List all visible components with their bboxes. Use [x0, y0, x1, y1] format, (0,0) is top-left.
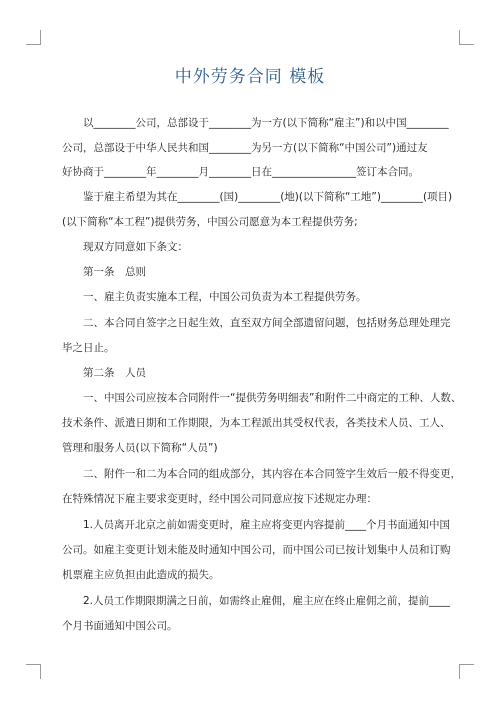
- text-line: 公司。如雇主变更计划未能及时通知中国公司，而中国公司已按计划集中人员和订购: [62, 544, 451, 556]
- corner-mark-top-left: [26, 30, 41, 45]
- corner-mark-bottom-right: [459, 664, 474, 679]
- text-line: (以下简称“本工程”)提供劳务，中国公司愿意为本工程提供劳务;: [62, 216, 358, 228]
- document-title: 中外劳务合同 模板: [174, 67, 326, 87]
- text-line: 个月书面通知中国公司。: [62, 620, 178, 632]
- text-line: 鉴于雇主希望为其在________(国)________(地)(以下简称“工地”)________(项目): [83, 191, 453, 203]
- text-line: 好协商于________年________月________日在________________签订本合同。: [62, 166, 419, 178]
- text-line: 以________公司，总部设于________为一方(以下简称“雇主”)和以中国________: [83, 117, 449, 129]
- text-line: 一、雇主负责实施本工程，中国公司负责为本工程提供劳务。: [83, 291, 367, 303]
- section-heading: 第一条 总则: [83, 266, 146, 278]
- text-line: 毕之日止。: [62, 342, 115, 354]
- text-line: 技术条件、派遣日期和工作期限，为本工程派出其受权代表，各类技术人员、工人、: [62, 417, 451, 429]
- text-line: 管理和服务人员(以下简称“人员”): [62, 442, 218, 454]
- text-line: 一、中国公司应按本合同附件一“提供劳务明细表”和附件二中商定的工种、人数、: [83, 392, 462, 404]
- section-heading: 第二条 人员: [83, 367, 146, 379]
- corner-mark-bottom-left: [26, 664, 41, 679]
- text-line: 现双方同意如下条文：: [83, 241, 188, 253]
- text-line: 二、附件一和二为本合同的组成部分，其内容在本合同签字生效后一般不得变更，: [83, 468, 461, 480]
- text-line: 2.人员工作期限期满之日前，如需终止雇佣，雇主应在终止雇佣之前，提前____: [83, 595, 451, 607]
- text-line: 公司，总部设于中华人民共和国________为另一方(以下简称“中国公司”)通过友: [62, 142, 428, 154]
- text-line: 二、本合同自签字之日起生效，直至双方间全部遗留问题，包括财务总理处理完: [83, 317, 451, 329]
- corner-mark-top-right: [459, 30, 474, 45]
- text-line: 机票雇主应负担由此造成的损失。: [62, 569, 220, 581]
- text-line: 1.人员离开北京之前如需变更时，雇主应将变更内容提前____个月书面通知中国: [83, 519, 451, 531]
- text-line: 在特殊情况下雇主要求变更时，经中国公司同意应按下述规定办理：: [62, 493, 377, 505]
